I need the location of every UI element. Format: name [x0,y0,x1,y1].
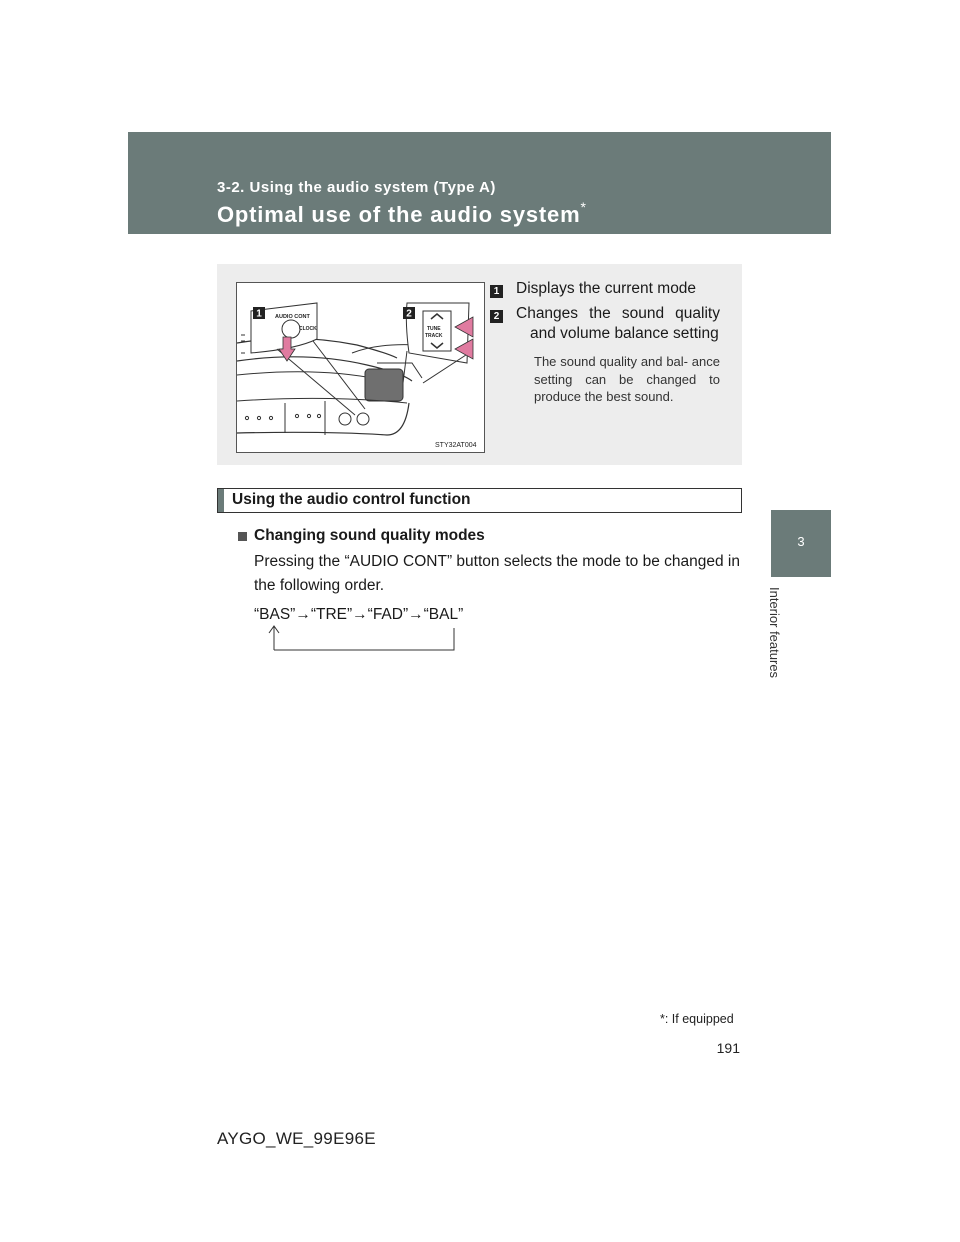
legend-text: Changes the sound quality [516,305,720,322]
page-title-text: Optimal use of the audio system [217,202,581,227]
page-title [217,199,587,228]
legend-number: 2 [490,310,503,323]
mode-sequence: “BAS”→“TRE”→“FAD”→“BAL” [254,606,464,623]
subsection-heading [217,488,742,513]
page-number: 191 [716,1040,740,1056]
section-label: 3-2. Using the audio system (Type A) [217,179,496,196]
legend-text: Displays the current mode [516,280,697,297]
legend-text: and volume balance setting [530,325,719,342]
track-label: TRACK [425,333,443,339]
tune-label: TUNE [427,326,441,332]
legend-number: 1 [490,285,503,298]
body-paragraph: Pressing the “AUDIO CONT” button selects the mode to be changed in the following order. [254,553,740,594]
footnote: *: If equipped [660,1012,734,1026]
chapter-label: Interior features [767,587,782,679]
sequence-loop-arrow [268,624,458,652]
clock-label: CLOCK [299,326,317,332]
figure-note: The sound quality and bal- ance setting can be changed to produce the best sound. [534,354,720,404]
bullet-title: Changing sound quality modes [254,527,485,544]
callout-number: 2 [406,308,412,320]
chapter-tab[interactable] [771,510,831,577]
dashboard-illustration [236,282,485,453]
callout-number: 1 [256,308,262,320]
chapter-number: 3 [797,534,805,549]
image-code: STY32AT004 [435,442,477,449]
heading-accent-bar [218,489,224,512]
subsection-heading-text: Using the audio control function [232,491,471,508]
equipped-mark: * [580,199,587,215]
bullet-square-icon [238,532,247,541]
audio-panel-drawing [237,283,484,452]
document-code: AYGO_WE_99E96E [217,1129,376,1148]
audio-cont-label: AUDIO CONT [275,314,310,320]
